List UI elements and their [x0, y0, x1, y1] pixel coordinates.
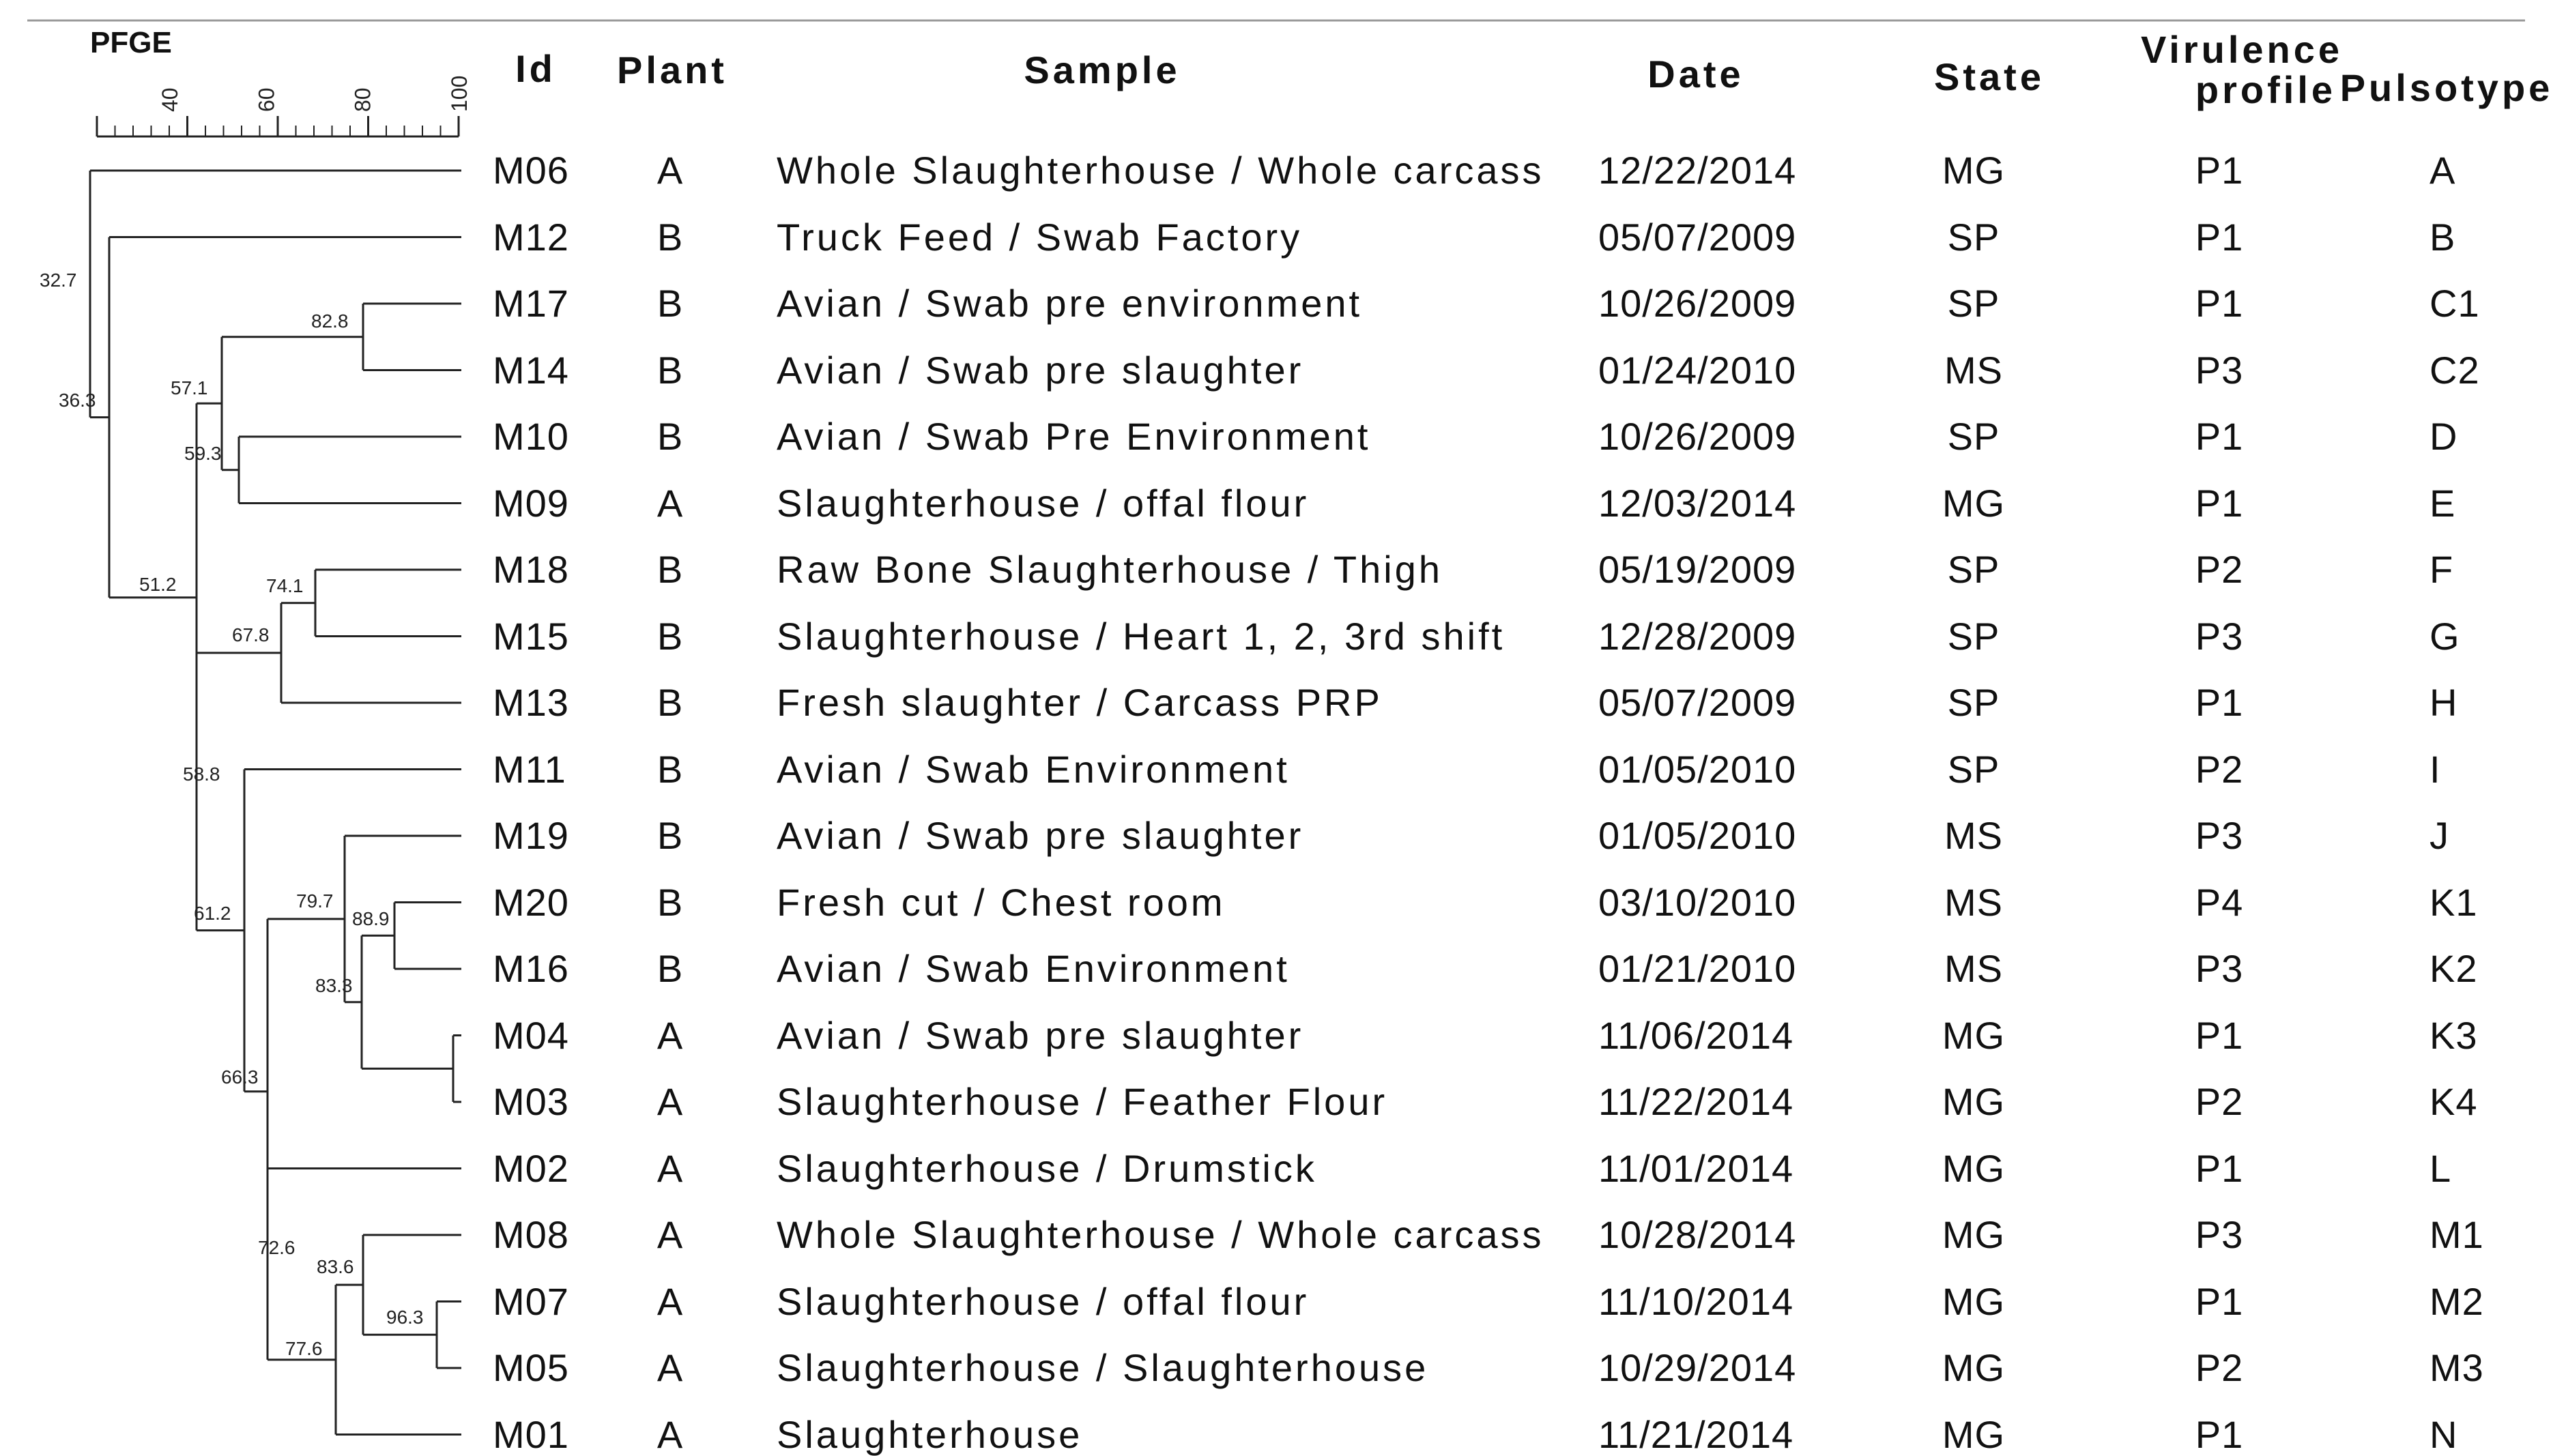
node-similarity-label: 72.6	[258, 1237, 295, 1258]
cell-state: MG	[1942, 1346, 2006, 1389]
cell-sample: Whole Slaughterhouse / Whole carcass	[777, 149, 1544, 192]
cell-state: SP	[1947, 415, 2000, 458]
pfge-title: PFGE	[90, 26, 172, 59]
cell-sample: Fresh slaughter / Carcass PRP	[777, 681, 1383, 724]
cell-sample: Fresh cut / Chest room	[777, 880, 1226, 924]
header-state: State	[1934, 55, 2045, 98]
cell-date: 05/07/2009	[1598, 681, 1797, 724]
cell-virulence: P1	[2195, 1146, 2244, 1190]
scale-tick-label: 60	[254, 87, 279, 112]
cell-id: M09	[493, 481, 569, 525]
cell-pulsotype: B	[2430, 215, 2456, 259]
cell-state: MG	[1942, 1013, 2006, 1057]
cell-date: 11/10/2014	[1598, 1279, 1794, 1323]
cell-id: M07	[493, 1279, 569, 1323]
cell-state: SP	[1947, 614, 2000, 658]
node-similarity-label: 74.1	[266, 575, 304, 596]
cell-sample: Slaughterhouse / Heart 1, 2, 3rd shift	[777, 614, 1505, 658]
cell-sample: Slaughterhouse / Drumstick	[777, 1146, 1317, 1190]
cell-pulsotype: K4	[2430, 1080, 2478, 1123]
cell-id: M13	[493, 681, 569, 724]
similarity-scale	[97, 76, 472, 136]
cell-date: 01/24/2010	[1598, 348, 1797, 392]
cell-sample: Slaughterhouse	[777, 1412, 1083, 1456]
header-virulence-line2: profile	[2195, 68, 2337, 111]
cell-virulence: P3	[2195, 614, 2244, 658]
cell-sample: Truck Feed / Swab Factory	[777, 215, 1303, 259]
cell-plant: B	[657, 681, 684, 724]
cell-virulence: P1	[2195, 481, 2244, 525]
cell-date: 10/26/2009	[1598, 282, 1797, 325]
node-similarity-label: 36.3	[59, 390, 96, 411]
cell-pulsotype: J	[2430, 814, 2449, 857]
cell-date: 10/26/2009	[1598, 415, 1797, 458]
scale-tick-label: 40	[158, 87, 182, 112]
header-id: Id	[515, 47, 556, 90]
header-pulsotype: Pulsotype	[2339, 66, 2554, 109]
cell-id: M02	[493, 1146, 569, 1190]
cell-pulsotype: M1	[2430, 1213, 2484, 1256]
cell-sample: Avian / Swab pre environment	[777, 282, 1363, 325]
cell-plant: A	[657, 149, 684, 192]
cell-sample: Slaughterhouse / offal flour	[777, 1279, 1310, 1323]
cell-plant: A	[657, 481, 684, 525]
cell-date: 05/19/2009	[1598, 548, 1797, 591]
cell-plant: B	[657, 747, 684, 791]
cell-pulsotype: I	[2430, 747, 2441, 791]
cell-virulence: P1	[2195, 1279, 2244, 1323]
node-similarity-label: 67.8	[232, 624, 270, 645]
cell-id: M08	[493, 1213, 569, 1256]
cell-pulsotype: K2	[2430, 947, 2478, 990]
cell-plant: B	[657, 880, 684, 924]
node-similarity-label: 66.3	[221, 1066, 259, 1088]
cell-plant: B	[657, 415, 684, 458]
cell-virulence: P3	[2195, 348, 2244, 392]
scale-tick-label: 100	[447, 75, 472, 112]
cell-state: MS	[1944, 880, 2003, 924]
cell-id: M06	[493, 149, 569, 192]
cell-sample: Avian / Swab pre slaughter	[777, 1013, 1304, 1057]
cell-date: 11/06/2014	[1598, 1013, 1794, 1057]
header-sample: Sample	[1024, 48, 1181, 91]
cell-virulence: P2	[2195, 1080, 2244, 1123]
cell-plant: A	[657, 1146, 684, 1190]
cell-pulsotype: N	[2430, 1412, 2458, 1456]
node-similarity-label: 57.1	[171, 377, 208, 398]
cell-sample: Avian / Swab Environment	[777, 747, 1290, 791]
cell-id: M14	[493, 348, 569, 392]
cell-plant: B	[657, 348, 684, 392]
cell-id: M15	[493, 614, 569, 658]
cell-virulence: P2	[2195, 747, 2244, 791]
cell-date: 05/07/2009	[1598, 215, 1797, 259]
cell-id: M16	[493, 947, 569, 990]
header-virulence-line1: Virulence	[2140, 28, 2344, 71]
cell-sample: Raw Bone Slaughterhouse / Thigh	[777, 548, 1443, 591]
cell-date: 01/05/2010	[1598, 747, 1797, 791]
cell-id: M17	[493, 282, 569, 325]
cell-date: 10/28/2014	[1598, 1213, 1797, 1256]
cell-plant: B	[657, 947, 684, 990]
node-similarity-label: 82.8	[311, 310, 349, 332]
cell-plant: A	[657, 1346, 684, 1389]
cell-date: 11/01/2014	[1598, 1146, 1794, 1190]
cell-pulsotype: A	[2430, 149, 2456, 192]
cell-virulence: P2	[2195, 1346, 2244, 1389]
cell-virulence: P1	[2195, 415, 2244, 458]
cell-date: 10/29/2014	[1598, 1346, 1797, 1389]
cell-state: MG	[1942, 1412, 2006, 1456]
cell-pulsotype: M3	[2430, 1346, 2484, 1389]
cell-plant: A	[657, 1412, 684, 1456]
cell-state: MS	[1944, 947, 2003, 990]
cell-date: 11/21/2014	[1598, 1412, 1794, 1456]
cell-pulsotype: F	[2430, 548, 2454, 591]
cell-virulence: P1	[2195, 215, 2244, 259]
cell-id: M18	[493, 548, 569, 591]
cell-pulsotype: C2	[2430, 348, 2480, 392]
cell-plant: B	[657, 614, 684, 658]
node-similarity-label: 58.8	[183, 763, 220, 785]
cell-date: 12/03/2014	[1598, 481, 1797, 525]
cell-date: 01/21/2010	[1598, 947, 1797, 990]
cell-plant: B	[657, 814, 684, 857]
cell-date: 12/28/2009	[1598, 614, 1797, 658]
node-similarity-label: 79.7	[296, 890, 334, 912]
cell-virulence: P1	[2195, 282, 2244, 325]
cell-pulsotype: D	[2430, 415, 2458, 458]
cell-id: M20	[493, 880, 569, 924]
cell-virulence: P3	[2195, 947, 2244, 990]
cell-id: M03	[493, 1080, 569, 1123]
node-similarity-label: 32.7	[40, 270, 77, 291]
header-plant: Plant	[617, 48, 727, 91]
cell-pulsotype: G	[2430, 614, 2460, 658]
cell-state: SP	[1947, 681, 2000, 724]
node-similarity-label: 83.3	[315, 975, 353, 996]
cell-id: M01	[493, 1412, 569, 1456]
cell-pulsotype: M2	[2430, 1279, 2484, 1323]
cell-sample: Slaughterhouse / Feather Flour	[777, 1080, 1388, 1123]
cell-pulsotype: H	[2430, 681, 2458, 724]
cell-sample: Avian / Swab pre slaughter	[777, 348, 1304, 392]
node-similarity-label: 96.3	[386, 1307, 424, 1328]
cell-sample: Avian / Swab Pre Environment	[777, 415, 1371, 458]
cell-pulsotype: C1	[2430, 282, 2480, 325]
node-similarity-label: 51.2	[139, 574, 177, 595]
cell-id: M05	[493, 1346, 569, 1389]
dendrogram-node-labels	[40, 270, 424, 1359]
cell-id: M10	[493, 415, 569, 458]
cell-state: MG	[1942, 1080, 2006, 1123]
cell-sample: Slaughterhouse / Slaughterhouse	[777, 1346, 1429, 1389]
cell-state: SP	[1947, 215, 2000, 259]
cell-pulsotype: E	[2430, 481, 2456, 525]
cell-sample: Avian / Swab pre slaughter	[777, 814, 1304, 857]
cell-plant: A	[657, 1080, 684, 1123]
cell-state: MG	[1942, 1279, 2006, 1323]
cell-sample: Avian / Swab Environment	[777, 947, 1290, 990]
cell-pulsotype: K3	[2430, 1013, 2478, 1057]
cell-plant: B	[657, 282, 684, 325]
cell-plant: A	[657, 1279, 684, 1323]
cell-date: 03/10/2010	[1598, 880, 1797, 924]
cell-id: M11	[493, 747, 566, 791]
cell-plant: A	[657, 1213, 684, 1256]
cell-virulence: P1	[2195, 1412, 2244, 1456]
node-similarity-label: 59.3	[184, 443, 222, 464]
cell-state: MG	[1942, 1146, 2006, 1190]
cell-state: MG	[1942, 1213, 2006, 1256]
cell-virulence: P1	[2195, 681, 2244, 724]
cell-state: MG	[1942, 481, 2006, 525]
cell-date: 12/22/2014	[1598, 149, 1797, 192]
cell-virulence: P3	[2195, 814, 2244, 857]
cell-id: M19	[493, 814, 569, 857]
cell-date: 11/22/2014	[1598, 1080, 1794, 1123]
node-similarity-label: 61.2	[194, 903, 231, 924]
cell-sample: Slaughterhouse / offal flour	[777, 481, 1310, 525]
cell-state: MS	[1944, 814, 2003, 857]
header-virulence	[2141, 30, 2343, 111]
node-similarity-label: 77.6	[285, 1338, 323, 1359]
cell-date: 01/05/2010	[1598, 814, 1797, 857]
cell-id: M12	[493, 215, 569, 259]
cell-id: M04	[493, 1013, 569, 1057]
cell-virulence: P1	[2195, 149, 2244, 192]
node-similarity-label: 88.9	[352, 908, 390, 929]
scale-tick-label: 80	[350, 87, 375, 112]
cell-pulsotype: K1	[2430, 880, 2478, 924]
cell-state: SP	[1947, 747, 2000, 791]
cell-virulence: P1	[2195, 1013, 2244, 1057]
cell-plant: B	[657, 548, 684, 591]
cell-pulsotype: L	[2430, 1146, 2452, 1190]
cell-plant: A	[657, 1013, 684, 1057]
node-similarity-label: 83.6	[317, 1256, 354, 1277]
cell-state: MG	[1942, 149, 2006, 192]
cell-state: SP	[1947, 282, 2000, 325]
cell-virulence: P3	[2195, 1213, 2244, 1256]
cell-sample: Whole Slaughterhouse / Whole carcass	[777, 1213, 1544, 1256]
cell-state: SP	[1947, 548, 2000, 591]
cell-virulence: P2	[2195, 548, 2244, 591]
cell-plant: B	[657, 215, 684, 259]
header-date: Date	[1647, 53, 1744, 96]
cell-state: MS	[1944, 348, 2003, 392]
cell-virulence: P4	[2195, 880, 2244, 924]
